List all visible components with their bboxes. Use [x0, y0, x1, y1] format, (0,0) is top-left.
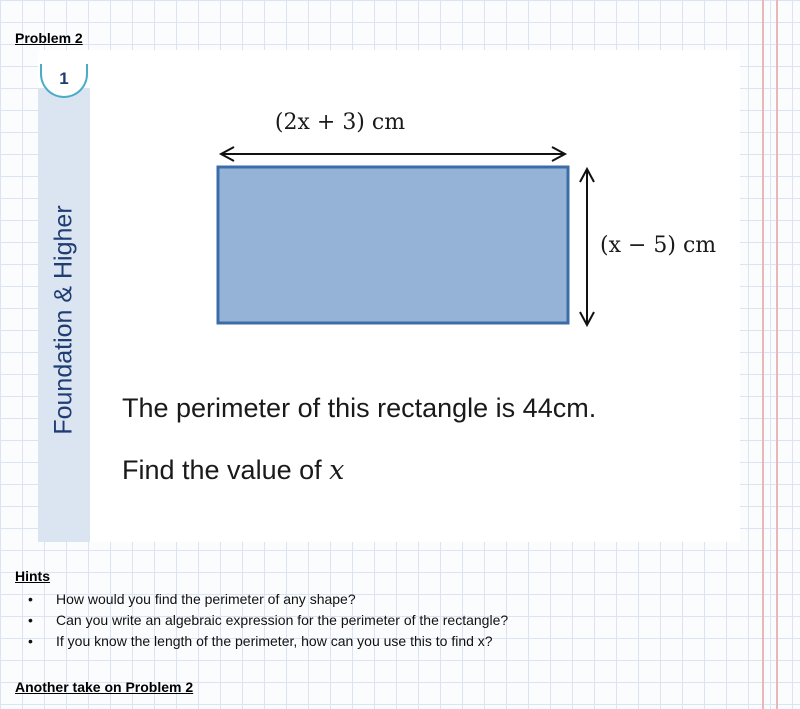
- rectangle-shape: [218, 167, 568, 323]
- question-variable: x: [329, 455, 345, 486]
- page-margin-line: [762, 0, 764, 709]
- hint-item: • If you know the length of the perimeter, how can you use this to find x?: [28, 633, 493, 649]
- problem-card: [38, 50, 740, 542]
- width-arrow: [221, 147, 565, 161]
- perimeter-statement: The perimeter of this rectangle is 44cm.: [122, 393, 597, 423]
- question-prefix: Find the value of: [122, 455, 330, 485]
- level-label: Foundation & Higher: [49, 205, 78, 435]
- hints-list: [28, 589, 508, 652]
- problem-title: Problem 2: [15, 30, 83, 46]
- hint-item: • How would you find the perimeter of any shape?: [28, 591, 356, 607]
- hint-item: • Can you write an algebraic expression for the perimeter of the rectangle?: [28, 612, 509, 628]
- width-label: (2x + 3) cm: [274, 110, 406, 135]
- page-margin-line: [776, 0, 778, 709]
- hints-title: Hints: [15, 568, 50, 584]
- height-arrow: [580, 169, 594, 325]
- height-label: (x − 5) cm: [600, 233, 717, 258]
- question-text: [122, 455, 344, 486]
- next-section-title: Another take on Problem 2: [15, 679, 194, 695]
- problem-number-badge: 1: [40, 64, 88, 98]
